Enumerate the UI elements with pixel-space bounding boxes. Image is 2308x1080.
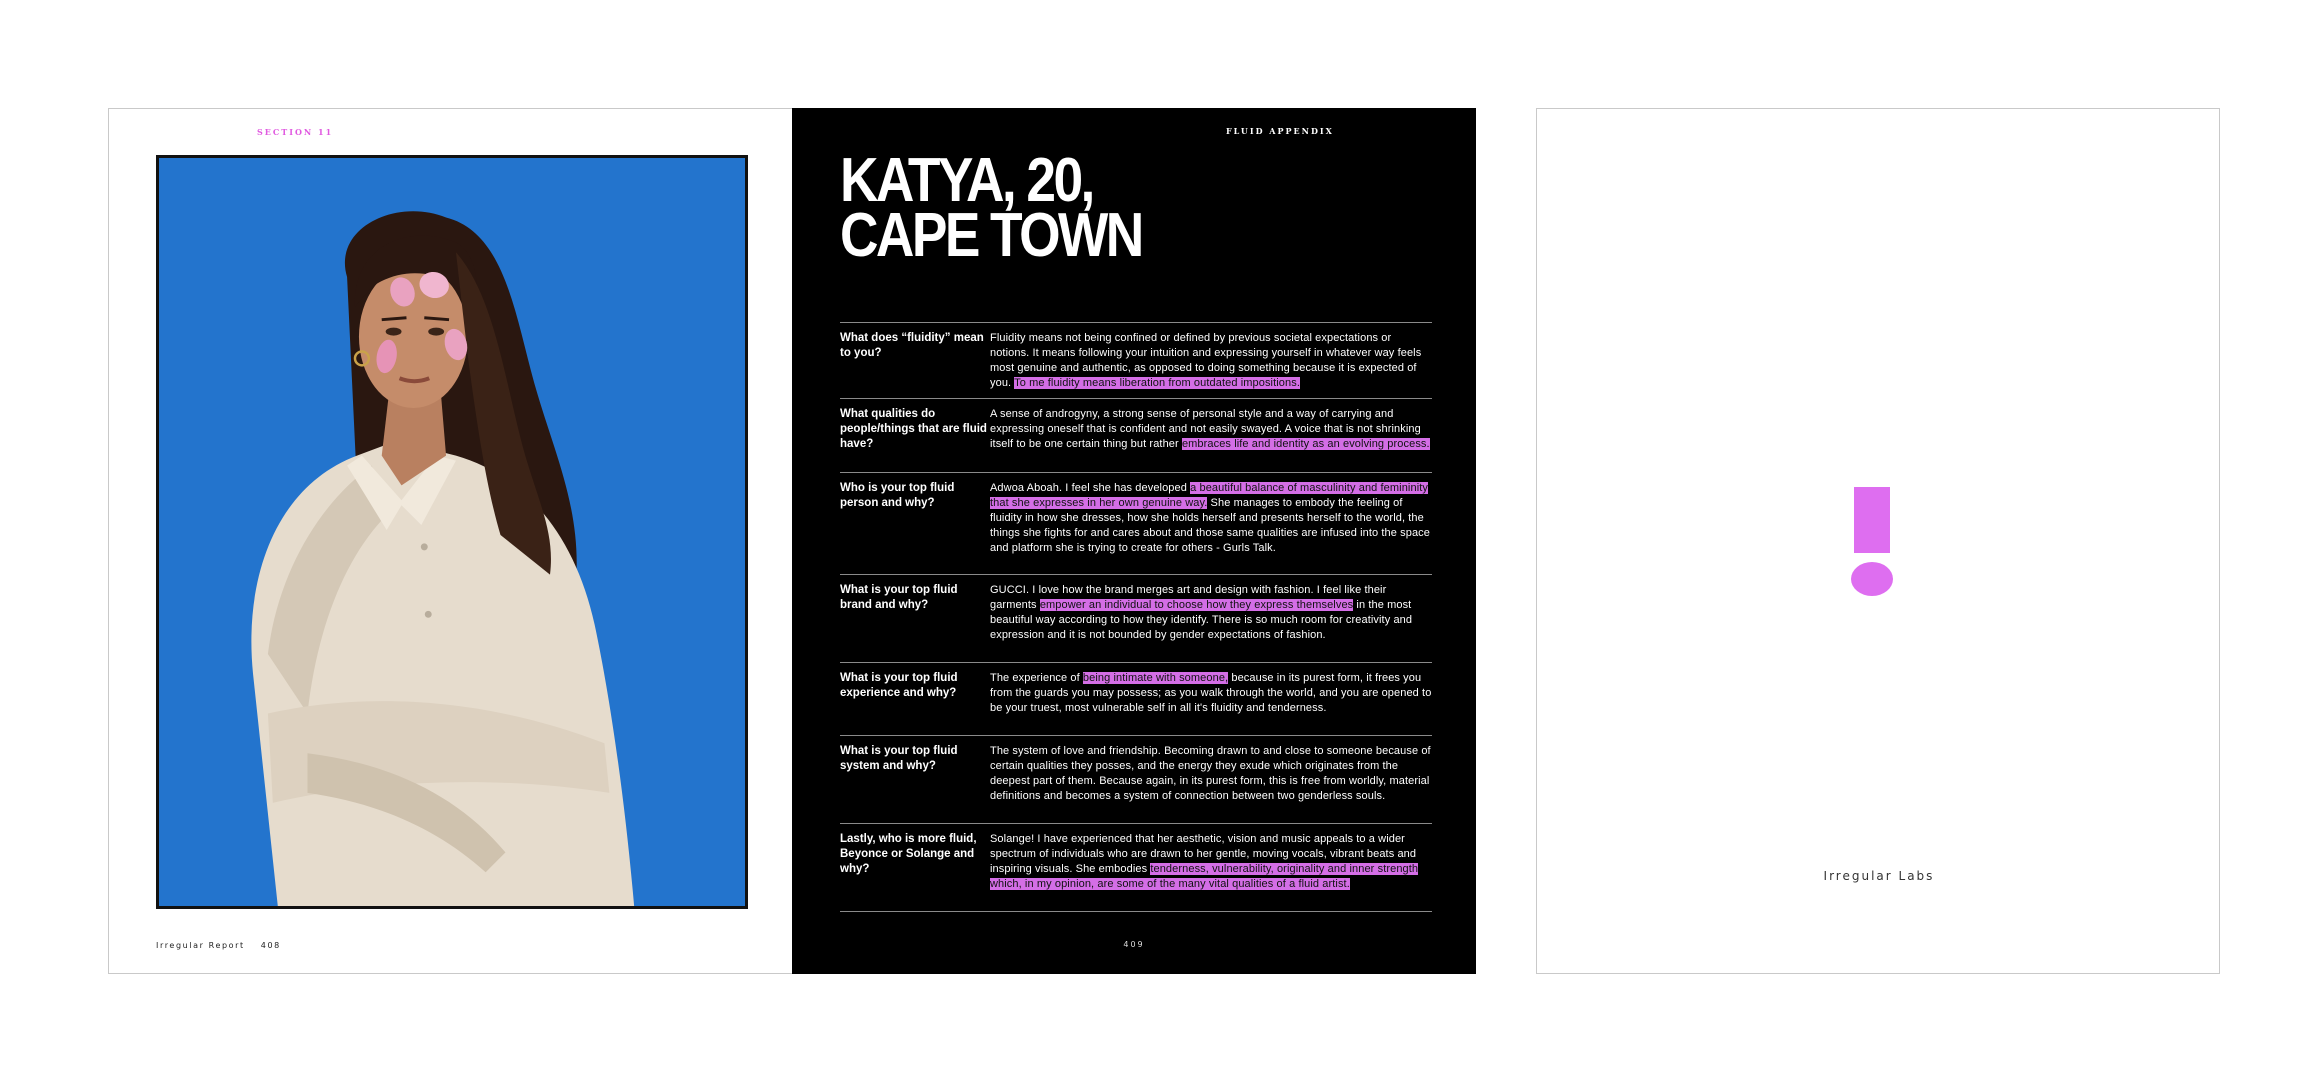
exclamation-logo-bar [1854, 487, 1890, 553]
qa-row [840, 824, 1432, 912]
answer: GUCCI. I love how the brand merges art and design with fashion. I feel like their garments empower an individual to choose how they express themselves in the most beautiful way according to how they identify. There is so much room for creativity and expression and it is not bounded by gender expectations of fashion. [990, 584, 1413, 641]
left-page [108, 108, 792, 974]
back-cover-page [1536, 108, 2220, 974]
answer: A sense of androgyny, a strong sense of personal style and a way of carrying and expressing oneself that is confident and not easily swayed. A voice that is not shrinking itself to be one certain thing but rather embraces life and identity as an evolving process. [990, 408, 1430, 450]
qa-row [840, 323, 1432, 399]
question: What is your top fluid system and why? [840, 745, 958, 772]
question: What is your top fluid brand and why? [840, 584, 958, 611]
question: What is your top fluid experience and why? [840, 672, 958, 699]
qa-table [840, 322, 1432, 912]
answer-highlight: being intimate with someone, [1082, 672, 1229, 684]
right-page [792, 108, 1476, 974]
answer: The system of love and friendship. Becoming drawn to and close to someone because of certain qualities they posses, and the energy they exude which originates from the deepest part of them. Because again, in its purest form, this is free from worldly, material definitions and becomes a system of connection between two genderless souls. [990, 745, 1431, 802]
brand-name: Irregular Labs [1823, 869, 1935, 883]
question: Lastly, who is more fluid, Beyonce or Solange and why? [840, 833, 977, 875]
question: What does “fluidity” mean to you? [840, 332, 984, 359]
qa-row [840, 473, 1432, 575]
section-label: SECTION 11 [257, 127, 334, 137]
running-head: FLUID APPENDIX [1226, 126, 1334, 136]
title-line-1: KATYA, 20, [840, 146, 1093, 215]
page-number-right: 409 [1123, 940, 1145, 949]
answer-highlight: empower an individual to choose how they express themselves [1039, 599, 1354, 611]
qa-row [840, 575, 1432, 663]
report-title: Irregular Report [156, 941, 245, 950]
left-footer [156, 941, 281, 950]
answer: Fluidity means not being confined or defined by previous societal expectations or notions. It means following your intuition and expressing yourself in whatever way feels most genuine and authentic, as opposed to doing something because it is expected of you. To me fluidity means liberation from outdated impositions. [990, 332, 1422, 389]
title-line-2: CAPE TOWN [840, 201, 1142, 270]
answer-highlight: a beautiful balance of masculinity and femininity that she expresses in her own genuine way. [990, 482, 1428, 509]
profile-title [840, 146, 1142, 270]
answer: The experience of being intimate with someone, because in its purest form, it frees you from the guards you may possess; as you walk through the world, and you are opened to be your truest, most vulnerable self in all it's fluidity and tenderness. [990, 672, 1432, 714]
qa-row [840, 663, 1432, 736]
answer-highlight: embraces life and identity as an evolving process. [1181, 438, 1430, 450]
qa-row [840, 399, 1432, 473]
exclamation-logo-dot [1851, 562, 1893, 596]
answer-highlight: tenderness, vulnerability, originality and inner strength which, in my opinion, are some of the many vital qualities of a fluid artist. [990, 863, 1419, 890]
answer: Solange! I have experienced that her aesthetic, vision and music appeals to a wider spectrum of individuals who are drawn to her gentle, moving vocals, vibrant beats and inspiring visuals. She embodies tenderness, vulnerability, originality and inner strength which, in my opinion, are some of the many vital qualities of a fluid artist. [990, 833, 1419, 890]
answer-highlight: To me fluidity means liberation from outdated impositions. [1014, 377, 1300, 389]
answer: Adwoa Aboah. I feel she has developed a beautiful balance of masculinity and femininity that she expresses in her own genuine way. She manages to embody the feeling of fluidity in how she dresses, how she holds herself and presents herself to the world, the things she fights for and cares about and those same qualities are infused into the space and platform she is trying to create for others - Gurls Talk. [990, 482, 1431, 554]
page-number-left: 408 [260, 941, 281, 950]
portrait-illustration [159, 158, 745, 906]
question: Who is your top fluid person and why? [840, 482, 955, 509]
question: What qualities do people/things that are fluid have? [840, 408, 987, 450]
qa-row [840, 736, 1432, 824]
portrait-photo [156, 155, 748, 909]
